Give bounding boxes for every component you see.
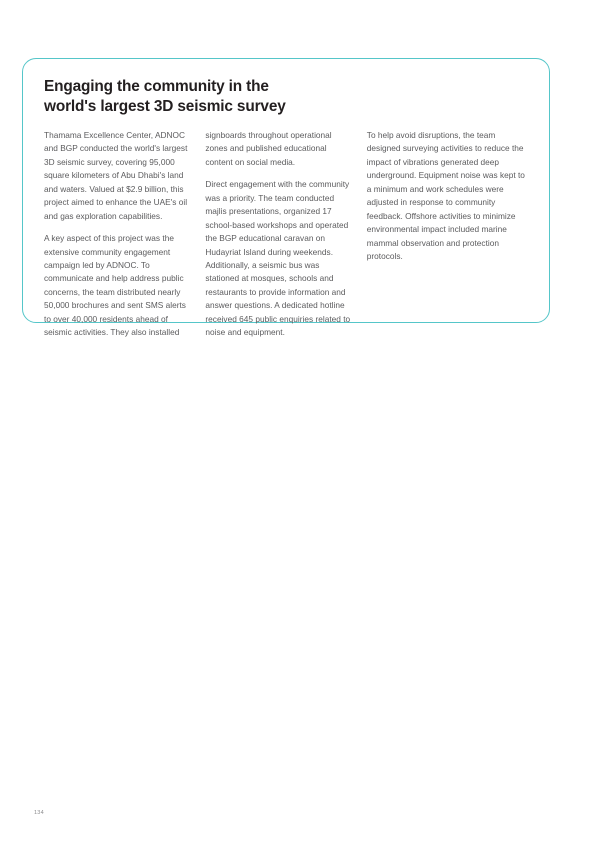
card-title bbox=[44, 77, 374, 117]
page-number: 134 bbox=[34, 810, 44, 816]
card-title-line-1: Engaging the community in the bbox=[44, 78, 269, 95]
paragraph: signboards throughout operational zones and published educational content on social media. bbox=[205, 130, 332, 167]
paragraph: A key aspect of this project was the extensive community engagement campaign led by ADNOC. To communicate and help address public concerns, the team distributed nearly 50,000 brochures and sent SMS alerts to over 40,000 residents ahead of seismic activities. They also installed bbox=[44, 233, 186, 338]
paragraph: Direct engagement with the community was a priority. The team conducted majlis presentations, organized 17 school-based workshops and operated the BGP educational caravan on Hudayriat Island during weekends. Additionally, a seismic bus was stationed at mosques, schools and restaurants to provide information and answer questions. A dedicated hotline received 645 public enquiries related to noise and equipment. bbox=[205, 179, 351, 338]
text-column-2 bbox=[205, 129, 366, 340]
card-title-line-2: world's largest 3D seismic survey bbox=[44, 98, 286, 116]
paragraph: Thamama Excellence Center, ADNOC and BGP conducted the world's largest 3D seismic survey, covering 95,000 square kilometers of Abu Dhabi's land and waters. Valued at $2.9 billion, this project aimed to enhance the UAE's oil and gas exploration capabilities. bbox=[44, 130, 188, 221]
feature-callout-card bbox=[22, 58, 550, 338]
paragraph: To help avoid disruptions, the team designed surveying activities to reduce the impact of vibrations generated deep underground. Equipment noise was kept to a minimum and work schedules were adjusted in response to community feedback. Offshore activities to minimize environmental impact included marine mammal observation and protection protocols. bbox=[366, 130, 525, 261]
text-column-1 bbox=[44, 129, 205, 340]
text-column-3 bbox=[367, 129, 528, 263]
text-columns bbox=[44, 129, 528, 340]
